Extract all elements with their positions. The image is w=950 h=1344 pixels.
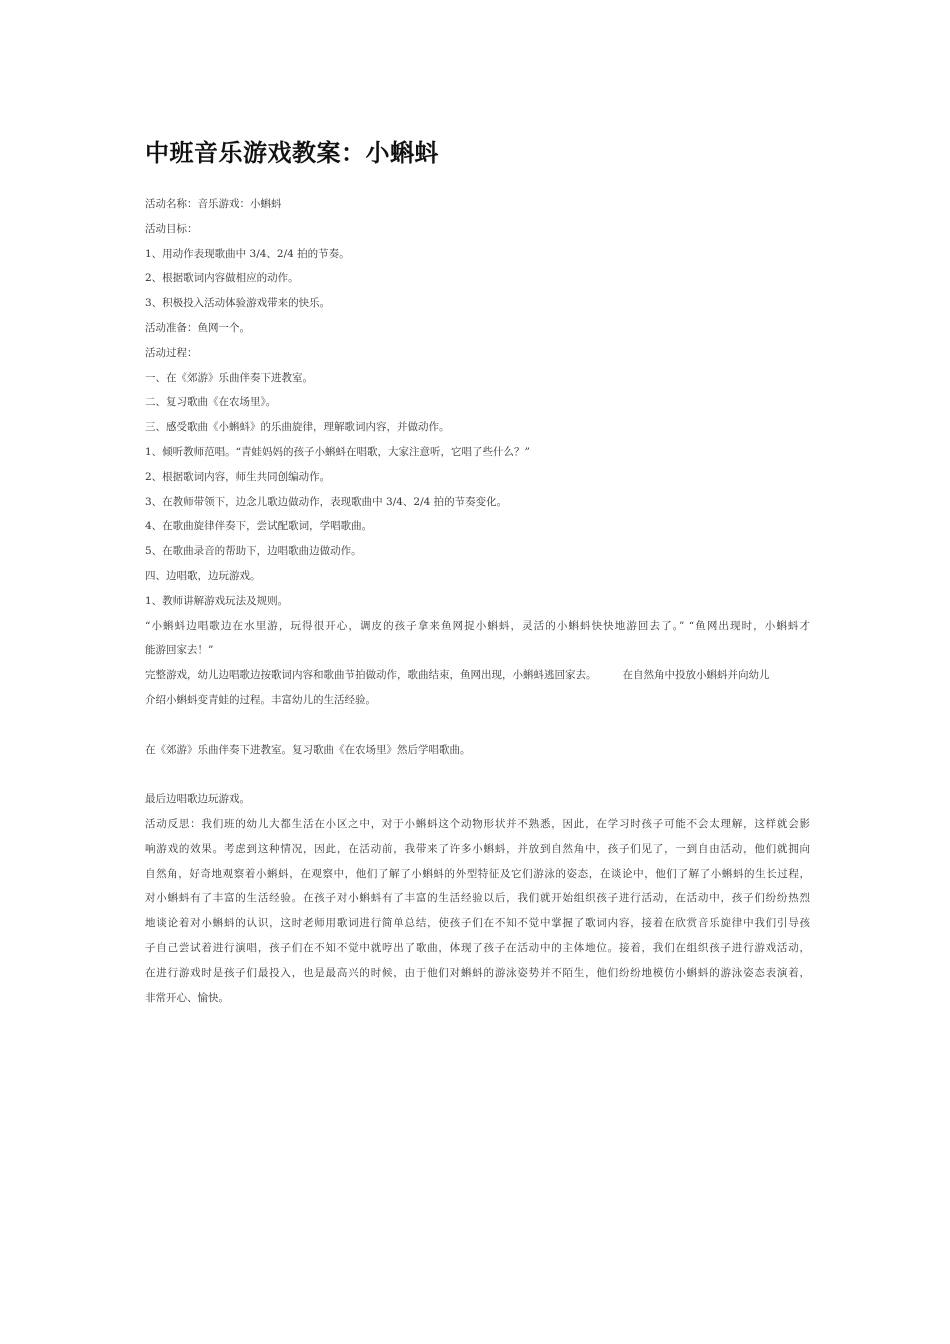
process-step: 三、感受歌曲《小蝌蚪》的乐曲旋律，理解歌词内容，并做动作。 xyxy=(145,421,450,434)
reflection-line: 子自己尝试着进行演唱，孩子们在不知不觉中就哼出了歌曲，体现了孩子在活动中的主体地位。接着，我们在组织孩子进行游戏活动， xyxy=(145,941,810,954)
game-quote-line: 能游回家去！” xyxy=(145,644,214,657)
document-body xyxy=(145,192,810,1010)
blank-line xyxy=(145,713,810,738)
reflection-line: 非常开心、愉快。 xyxy=(145,991,229,1004)
reflection-line: 对小蝌蚪有了丰富的生活经验。在孩子对小蝌蚪有了丰富的生活经验以后，我们就开始组织孩子进行活动，在活动中，孩子们纷纷热烈 xyxy=(145,892,810,905)
activity-process-heading: 活动过程： xyxy=(145,346,198,359)
complete-game-line xyxy=(145,663,810,688)
reflection-line: 自然角，好奇地观察着小蝌蚪，在观察中，他们了解了小蝌蚪的外型特征及它们游泳的姿态，在谈论中，他们了解了小蝌蚪的生长过程， xyxy=(145,867,810,880)
reflection-line: 响游戏的效果。考虑到这种情况，因此，在活动前，我带来了许多小蝌蚪，并放到自然角中，孩子们见了，一到自由活动，他们就拥向 xyxy=(145,842,810,855)
process-step: 二、复习歌曲《在农场里》。 xyxy=(145,396,277,409)
activity-preparation: 活动准备：鱼网一个。 xyxy=(145,321,250,334)
summary-line: 在《郊游》乐曲伴奏下进教室。复习歌曲《在农场里》然后学唱歌曲。 xyxy=(145,743,471,756)
game-quote-line: “小蝌蚪边唱歌边在水里游，玩得很开心，调皮的孩子拿来鱼网捉小蝌蚪，灵活的小蝌蚪快快地游回去了。” “鱼网出现时，小蝌蚪才 xyxy=(145,619,810,632)
goal-item: 1、用动作表现歌曲中 3/4、2/4 拍的节奏。 xyxy=(145,247,350,260)
process-substep: 5、在歌曲录音的帮助下，边唱歌曲边做动作。 xyxy=(145,545,362,558)
activity-goals-heading: 活动目标： xyxy=(145,222,198,235)
reflection-line: 活动反思：我们班的幼儿大都生活在小区之中，对于小蝌蚪这个动物形状并不熟悉，因此，在学习时孩子可能不会太理解，这样就会影 xyxy=(145,817,810,830)
activity-name: 活动名称：音乐游戏：小蝌蚪 xyxy=(145,198,282,210)
last-step-line: 最后边唱歌边玩游戏。 xyxy=(145,793,250,806)
process-substep: 2、根据歌词内容，师生共同创编动作。 xyxy=(145,470,331,483)
document-title: 中班音乐游戏教案：小蝌蚪 xyxy=(145,139,439,167)
process-substep: 1、教师讲解游戏玩法及规则。 xyxy=(145,594,289,607)
process-step: 一、在《郊游》乐曲伴奏下进教室。 xyxy=(145,371,313,384)
complete-game-text: 完整游戏，幼儿边唱歌边按歌词内容和歌曲节拍做动作，歌曲结束，鱼网出现，小蝌蚪逃回家去。 xyxy=(145,669,597,682)
reflection-line: 在进行游戏时是孩子们最投入，也是最高兴的时候，由于他们对蝌蚪的游泳姿势并不陌生，他们纷纷地模仿小蝌蚪的游泳姿态表演着， xyxy=(145,966,810,979)
reflection-line: 地谈论着对小蝌蚪的认识，这时老师用歌词进行简单总结，使孩子们在不知不觉中掌握了歌词内容，接着在欣赏音乐旋律中我们引导孩 xyxy=(145,917,810,930)
process-substep: 1、倾听教师范唱。“青蛙妈妈的孩子小蝌蚪在唱歌，大家注意听，它唱了些什么？” xyxy=(145,445,530,458)
goal-item: 2、根据歌词内容做相应的动作。 xyxy=(145,272,299,285)
complete-game-text: 在自然角中投放小蝌蚪并向幼儿 xyxy=(622,669,770,682)
process-substep: 3、在教师带领下，边念儿歌边做动作，表现歌曲中 3/4、2/4 拍的节奏变化。 xyxy=(145,495,508,508)
blank-line xyxy=(145,762,810,787)
process-substep: 4、在歌曲旋律伴奏下，尝试配歌词，学唱歌曲。 xyxy=(145,520,373,533)
goal-item: 3、积极投入活动体验游戏带来的快乐。 xyxy=(145,297,331,310)
process-step: 四、边唱歌，边玩游戏。 xyxy=(145,569,261,582)
complete-game-line: 介绍小蝌蚪变青蛙的过程。丰富幼儿的生活经验。 xyxy=(145,693,376,706)
